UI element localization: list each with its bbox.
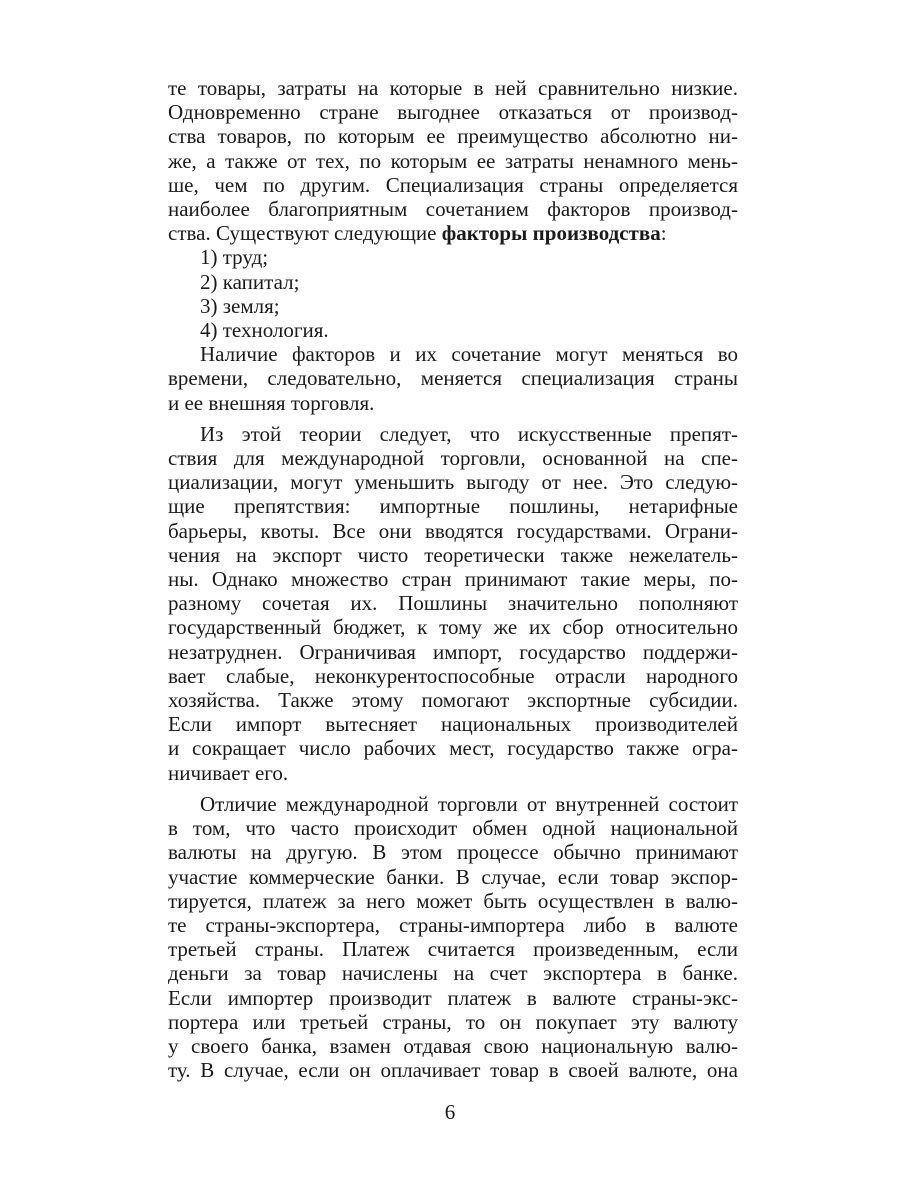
- text-line: государственный бюджет, к тому же их сбор относительно: [168, 615, 738, 640]
- text-line: хозяйства. Также этому помогают экспортные субсидии.: [168, 688, 738, 713]
- paragraph-specialization: [168, 76, 738, 245]
- text-line: чения на экспорт чисто теоретически также нежелатель-: [168, 542, 738, 567]
- text-line: незатруднен. Ограничивая импорт, государство поддержи-: [168, 639, 738, 664]
- text-line: ше, чем по другим. Специализация страны определяется: [168, 172, 738, 197]
- text-line: разному сочетая их. Пошлины значительно пополняют: [168, 591, 738, 616]
- text-line: ту. В случае, если он оплачивает товар в своей валюте, она: [168, 1058, 738, 1083]
- page-body: [168, 76, 738, 1082]
- text-line: наиболее благоприятным сочетанием факторов производ-: [168, 197, 738, 222]
- text-line: у своего банка, взамен отдавая свою национальную валю-: [168, 1033, 738, 1058]
- text-line: ства товаров, по которым ее преимущество абсолютно ни-: [168, 124, 738, 149]
- bold-term: факторы производства: [441, 221, 661, 246]
- text-line: деньги за товар начислены на счет экспортера в банке.: [168, 961, 738, 986]
- text-line: ствия для международной торговли, основанной на спе-: [168, 446, 738, 471]
- text-line: те товары, затраты на которые в ней сравнительно низкие.: [168, 76, 738, 100]
- text-line: Наличие факторов и их сочетание могут меняться во: [200, 342, 738, 367]
- text-line: [168, 221, 738, 245]
- text-line: же, а также от тех, по которым ее затраты ненамного мень-: [168, 148, 738, 173]
- page-number: 6: [444, 1100, 456, 1124]
- paragraph-factors-change: [168, 342, 738, 415]
- text-line: вает слабые, неконкурентоспособные отрасли народного: [168, 663, 738, 688]
- text-line: Одновременно стране выгоднее отказаться от производ-: [168, 100, 738, 125]
- paragraph-gap: [168, 415, 738, 422]
- list-item: 1) труд;: [200, 245, 269, 270]
- text-line: участие коммерческие банки. В случае, если товар экспор-: [168, 864, 738, 889]
- text-line: Если импортер производит платеж в валюте страны-экс-: [168, 985, 738, 1010]
- list-item: 4) технология.: [200, 318, 329, 343]
- paragraph-trade-barriers: [168, 422, 738, 785]
- text-line: барьеры, квоты. Все они вводятся государствами. Ограни-: [168, 518, 738, 543]
- text-fragment: ства. Существуют следующие: [168, 221, 442, 246]
- text-line: третьей страны. Платеж считается произведенным, если: [168, 937, 738, 962]
- text-line: в том, что часто происходит обмен одной национальной: [168, 816, 738, 841]
- paragraph-gap: [168, 785, 738, 792]
- text-line: ничивает его.: [168, 760, 289, 785]
- text-line: Из этой теории следует, что искусственные препят-: [200, 421, 738, 446]
- text-line: циализации, могут уменьшить выгоду от нее. Это следую-: [168, 470, 738, 495]
- text-line: портера или третьей страны, то он покупает эту валюту: [168, 1009, 738, 1034]
- list-item: 2) капитал;: [200, 269, 300, 294]
- text-line: валюты на другую. В этом процессе обычно принимают: [168, 840, 738, 865]
- text-line: времени, следовательно, меняется специализация страны: [168, 366, 738, 391]
- text-line: Отличие международной торговли от внутренней состоит: [200, 791, 738, 816]
- list-item: 3) земля;: [200, 293, 280, 318]
- paragraph-currency-exchange: [168, 792, 738, 1082]
- text-line: тируется, платеж за него может быть осуществлен в валю-: [168, 888, 738, 913]
- text-line: и сокращает число рабочих мест, государство также огра-: [168, 736, 738, 761]
- text-line: Если импорт вытесняет национальных производителей: [168, 712, 738, 737]
- text-line: щие препятствия: импортные пошлины, нетарифные: [168, 494, 738, 519]
- text-line: ны. Однако множество стран принимают такие меры, по-: [168, 567, 738, 592]
- factors-list: [168, 245, 738, 342]
- text-fragment: :: [660, 221, 667, 246]
- text-line: те страны-экспортера, страны-импортера либо в валюте: [168, 912, 738, 937]
- text-line: и ее внешняя торговля.: [168, 390, 375, 415]
